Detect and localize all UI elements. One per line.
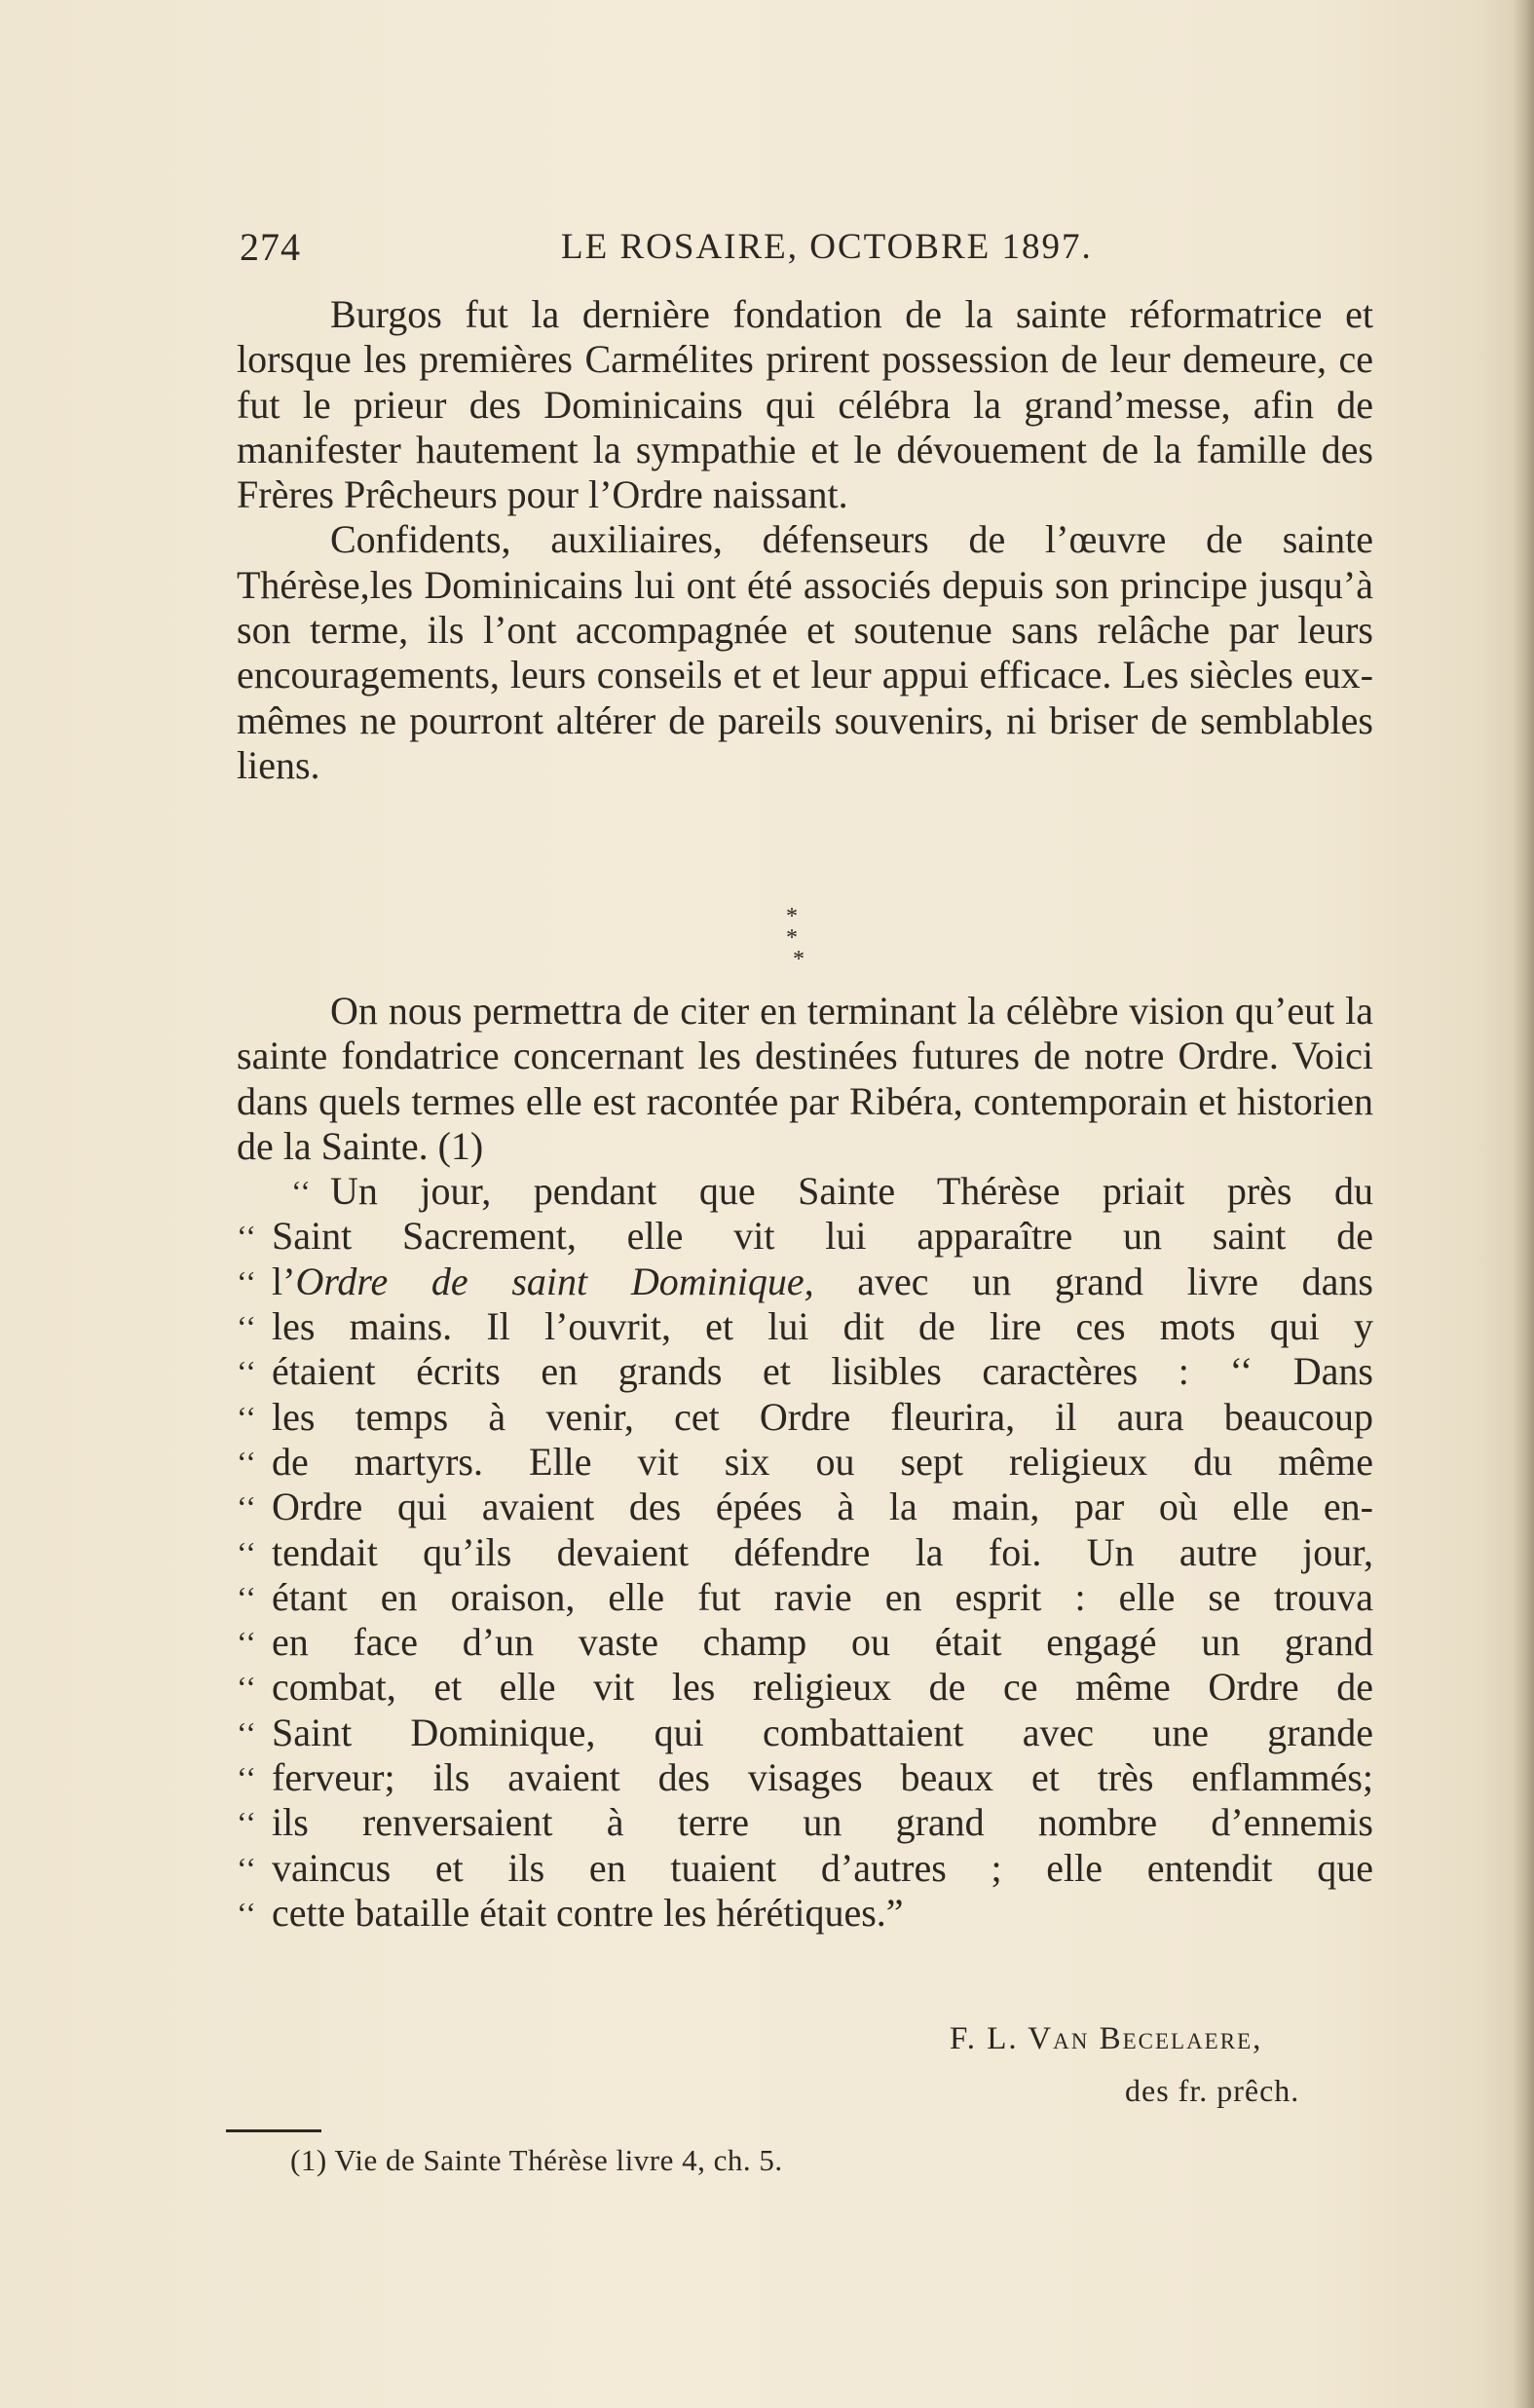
quote-line: ‘‘ ils renversaient à terre un grand nombre d’ennemis	[237, 1800, 1373, 1845]
page-edge-shadow	[1513, 0, 1534, 2408]
italic-phrase: Ordre de saint Dominique,	[295, 1259, 814, 1303]
quote-line: ‘‘ Saint Sacrement, elle vit lui apparaître un saint de	[237, 1214, 1373, 1259]
section-separator	[769, 904, 828, 972]
quote-line: ‘‘ étant en oraison, elle fut ravie en esprit : elle se trouva	[237, 1574, 1373, 1619]
quote-mark: ‘‘	[291, 1174, 312, 1210]
separator-stars-top: * *	[786, 904, 811, 951]
footnote: (1) Vie de Sainte Thérèse livre 4, ch. 5.	[290, 2143, 783, 2177]
quote-line: ‘‘ Ordre qui avaient des épées à la main, par où elle en-	[237, 1485, 1373, 1529]
quotation	[237, 1169, 1373, 1936]
quote-line: ‘‘ Saint Dominique, qui combattaient avec une grande	[237, 1710, 1373, 1754]
signature-name: F. L. Van Becelaere,	[950, 2021, 1263, 2056]
quote-line: ‘‘ cette bataille était contre les hérétiques.”	[237, 1890, 904, 1935]
quote-line: ‘‘ les temps à venir, cet Ordre fleurira, il aura beaucoup	[237, 1394, 1373, 1439]
quote-line: ‘‘ combat, et elle vit les religieux de ce même Ordre de	[237, 1665, 1373, 1710]
page-number: 274	[240, 225, 301, 269]
footnote-rule	[226, 2129, 321, 2132]
paragraph-burgos: Burgos fut la dernière fondation de la sainte réformatrice et lorsque les premières Carmélites prirent possession de leur demeure, ce fut le prieur des Dominicains qui célébra la grand’messe, afin de manifester hautement la sympathie et le dévouement de la famille des Frères Prêcheurs pour l’Ordre naissant.	[237, 292, 1373, 517]
quote-line: ‘‘ vaincus et ils en tuaient d’autres ; elle entendit que	[237, 1845, 1373, 1890]
separator-star-bottom: *	[793, 947, 804, 972]
text-block-top	[237, 292, 1373, 788]
quote-line: ‘‘ étaient écrits en grands et lisibles caractères : ‘‘ Dans	[237, 1349, 1373, 1394]
running-title: LE ROSAIRE, OCTOBRE 1897.	[561, 227, 1093, 267]
quote-line: ‘‘ l’Ordre de saint Dominique, avec un grand livre dans	[237, 1259, 1373, 1303]
signature-title: des fr. prêch.	[1125, 2073, 1300, 2108]
paragraph-confidents: Confidents, auxiliaires, défenseurs de l’œuvre de sainte Thérèse,les Dominicains lui ont été associés depuis son principe jusqu’à son terme, ils l’ont accompagnée et soutenue sans relâche par leurs encouragements, leurs conseils et et leur appui efficace. Les siècles eux-mêmes ne pourront altérer de pareils souvenirs, ni briser de semblables liens.	[237, 517, 1373, 787]
quote-line: ‘‘ en face d’un vaste champ ou était engagé un grand	[237, 1620, 1373, 1665]
running-header	[240, 216, 1374, 275]
quote-line: ‘‘ ferveur; ils avaient des visages beaux et très enflammés;	[237, 1755, 1373, 1800]
quote-line: ‘‘ les mains. Il l’ouvrit, et lui dit de lire ces mots qui y	[237, 1304, 1373, 1349]
quote-line: ‘‘ tendait qu’ils devaient défendre la foi. Un autre jour,	[237, 1529, 1373, 1574]
paragraph-vision: On nous permettra de citer en terminant la célèbre vision qu’eut la sainte fondatrice concernant les destinées futures de notre Ordre. Voici dans quels termes elle est racontée par Ribéra, contemporain et historien de la Sainte. (1)	[237, 989, 1373, 1168]
quote-line: ‘‘ Un jour, pendant que Sainte Thérèse priait près du	[291, 1169, 1373, 1214]
quote-line: ‘‘ de martyrs. Elle vit six ou sept religieux du même	[237, 1439, 1373, 1484]
text-block-bottom	[237, 989, 1373, 1936]
